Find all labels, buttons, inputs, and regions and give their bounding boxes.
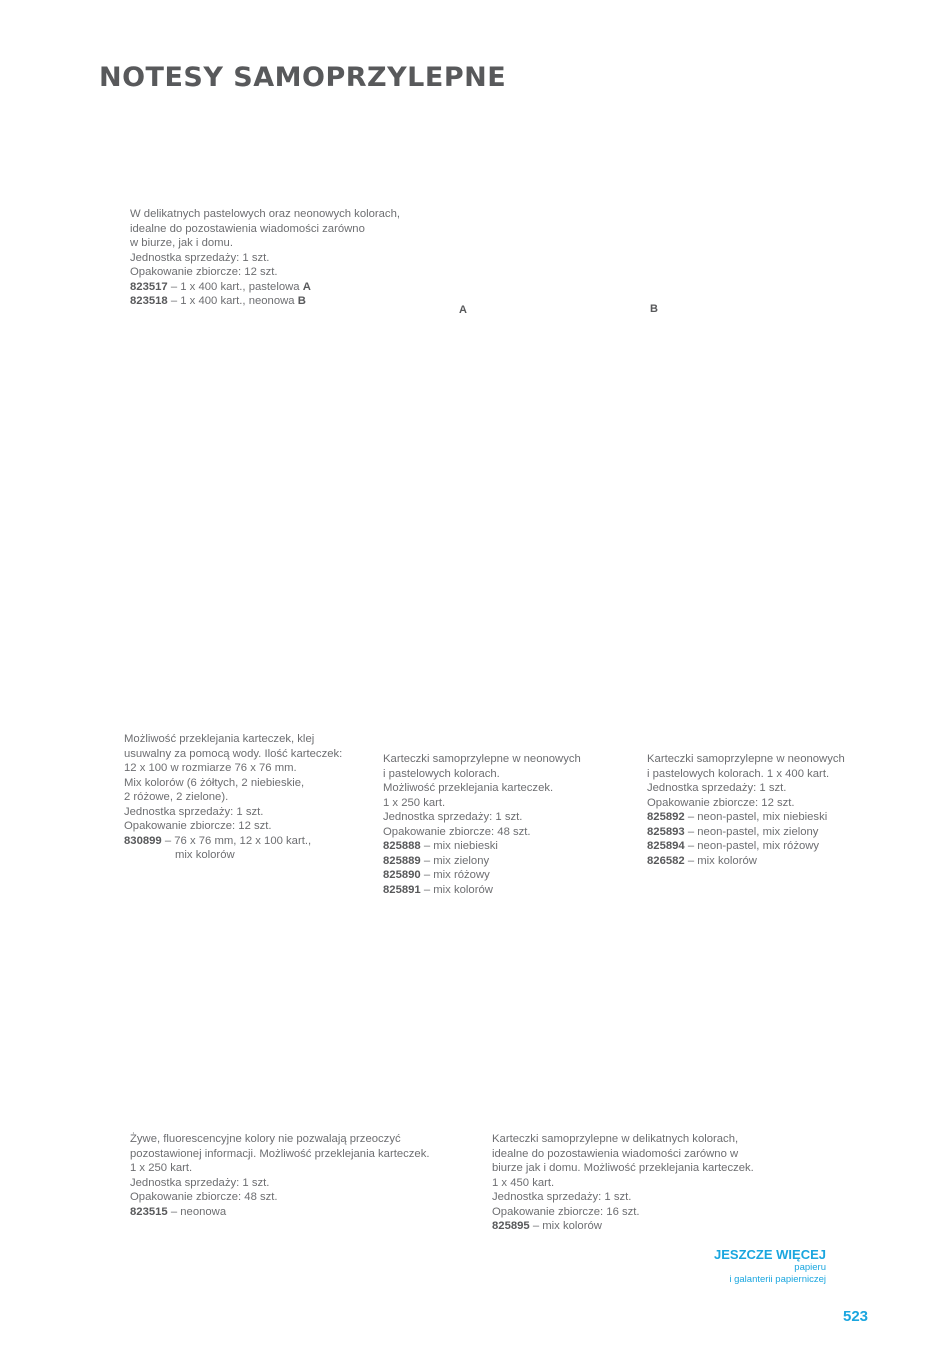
more-heading: JESZCZE WIĘCEJ: [714, 1247, 826, 1262]
product-code-line: [647, 839, 845, 854]
product-code-line: [647, 810, 845, 825]
desc-line: Możliwość przeklejania karteczek, klej: [124, 733, 315, 745]
product-variant: – 1 x 400 kart., pastelowa: [167, 280, 303, 293]
desc-line: usuwalny za pomocą wody. Ilość karteczek:: [124, 747, 343, 760]
product-variant-cont: mix kolorów: [175, 849, 235, 861]
desc-line: W delikatnych pastelowych oraz neonowych kolorach,: [130, 208, 401, 220]
desc-line: Jednostka sprzedaży: 1 szt.: [124, 805, 264, 818]
product-variant: – mix niebieski: [420, 840, 498, 852]
desc-line: idealne do pozostawienia wiadomości zarówno w: [492, 1147, 739, 1160]
desc-line: i pastelowych kolorach.: [383, 767, 500, 780]
product-description-6: [492, 1132, 754, 1234]
desc-line: Jednostka sprzedaży: 1 szt.: [492, 1191, 632, 1203]
desc-line: biurze jak i domu. Możliwość przeklejania karteczek.: [492, 1162, 754, 1174]
product-code: 825895: [492, 1220, 530, 1232]
product-code: 825888: [383, 840, 421, 852]
desc-line: Opakowanie zbiorcze: 12 szt.: [124, 820, 272, 832]
page-number: 523: [843, 1308, 869, 1325]
product-variant: – 76 x 76 mm, 12 x 100 kart.,: [161, 834, 312, 847]
product-code-line: [647, 854, 845, 869]
product-code-line: [647, 825, 845, 840]
product-code-line: [383, 839, 581, 854]
product-code-line: [130, 280, 400, 295]
desc-line: 1 x 250 kart.: [383, 796, 446, 809]
product-code-line: [383, 883, 581, 898]
product-code-line: [130, 1205, 430, 1220]
product-variant: – mix różowy: [420, 869, 490, 881]
image-label-b: B: [650, 303, 658, 315]
desc-line: 1 x 250 kart.: [130, 1162, 193, 1174]
product-variant: – mix kolorów: [420, 883, 493, 896]
product-variant: – neon-pastel, mix różowy: [684, 840, 820, 852]
product-variant: – mix kolorów: [529, 1220, 602, 1232]
variant-mark: A: [302, 280, 311, 293]
product-code: 825892: [647, 811, 685, 823]
product-description-2: [124, 732, 342, 863]
desc-line: Jednostka sprzedaży: 1 szt.: [647, 782, 787, 794]
desc-line: idealne do pozostawienia wiadomości zarówno: [130, 222, 365, 235]
product-code: 830899: [124, 834, 162, 847]
product-code-line: [492, 1219, 754, 1234]
desc-line: i pastelowych kolorach. 1 x 400 kart.: [647, 767, 830, 780]
desc-line: Możliwość przeklejania karteczek.: [383, 782, 554, 794]
product-code: 825893: [647, 825, 685, 838]
product-code: 825891: [383, 883, 421, 896]
desc-line: pozostawionej informacji. Możliwość przeklejania karteczek.: [130, 1147, 430, 1160]
desc-line: Jednostka sprzedaży: 1 szt.: [130, 1176, 270, 1189]
product-variant: – 1 x 400 kart., neonowa: [167, 295, 298, 307]
desc-line: Karteczki samoprzylepne w neonowych: [383, 753, 581, 765]
desc-line: Jednostka sprzedaży: 1 szt.: [383, 811, 523, 823]
product-description-4: [647, 752, 845, 868]
product-code-line: [383, 854, 581, 869]
product-description-5: [130, 1132, 430, 1219]
product-code-line: [124, 834, 342, 849]
desc-line: Karteczki samoprzylepne w neonowych: [647, 753, 845, 765]
desc-line: 2 różowe, 2 zielone).: [124, 791, 229, 803]
product-description-1: [130, 207, 400, 309]
desc-line: 12 x 100 w rozmiarze 76 x 76 mm.: [124, 762, 297, 774]
image-label-a: A: [459, 304, 467, 316]
more-line: i galanterii papierniczej: [729, 1274, 826, 1285]
product-code: 823517: [130, 280, 168, 293]
product-variant: – mix zielony: [420, 854, 490, 867]
desc-line: Jednostka sprzedaży: 1 szt.: [130, 251, 270, 264]
desc-line: Opakowanie zbiorcze: 48 szt.: [130, 1191, 278, 1203]
product-code: 823518: [130, 295, 168, 307]
product-variant: – neon-pastel, mix niebieski: [684, 811, 828, 823]
product-variant: – neon-pastel, mix zielony: [684, 825, 819, 838]
more-products-note: [714, 1247, 826, 1286]
desc-line: Opakowanie zbiorcze: 12 szt.: [130, 266, 278, 278]
more-line: papieru: [794, 1262, 826, 1273]
product-code: 823515: [130, 1205, 168, 1218]
desc-line: Mix kolorów (6 żółtych, 2 niebieskie,: [124, 776, 305, 789]
desc-line: Opakowanie zbiorcze: 16 szt.: [492, 1205, 640, 1218]
desc-line: w biurze, jak i domu.: [130, 237, 233, 249]
desc-line: 1 x 450 kart.: [492, 1176, 555, 1189]
product-variant: – mix kolorów: [684, 854, 757, 867]
product-code-line: [383, 868, 581, 883]
variant-mark: B: [297, 295, 306, 307]
desc-line: Karteczki samoprzylepne w delikatnych kolorach,: [492, 1133, 739, 1145]
product-code: 826582: [647, 854, 685, 867]
page-title: NOTESY SAMOPRZYLEPNE: [99, 62, 507, 93]
product-variant: – neonowa: [167, 1205, 227, 1218]
product-code: 825894: [647, 840, 685, 852]
product-code: 825889: [383, 854, 421, 867]
product-code: 825890: [383, 869, 421, 881]
desc-line: Opakowanie zbiorcze: 12 szt.: [647, 796, 795, 809]
desc-line: Opakowanie zbiorcze: 48 szt.: [383, 825, 531, 838]
product-code-line: [130, 294, 400, 309]
product-description-3: [383, 752, 581, 897]
desc-line: Żywe, fluorescencyjne kolory nie pozwalają przeoczyć: [130, 1133, 401, 1145]
